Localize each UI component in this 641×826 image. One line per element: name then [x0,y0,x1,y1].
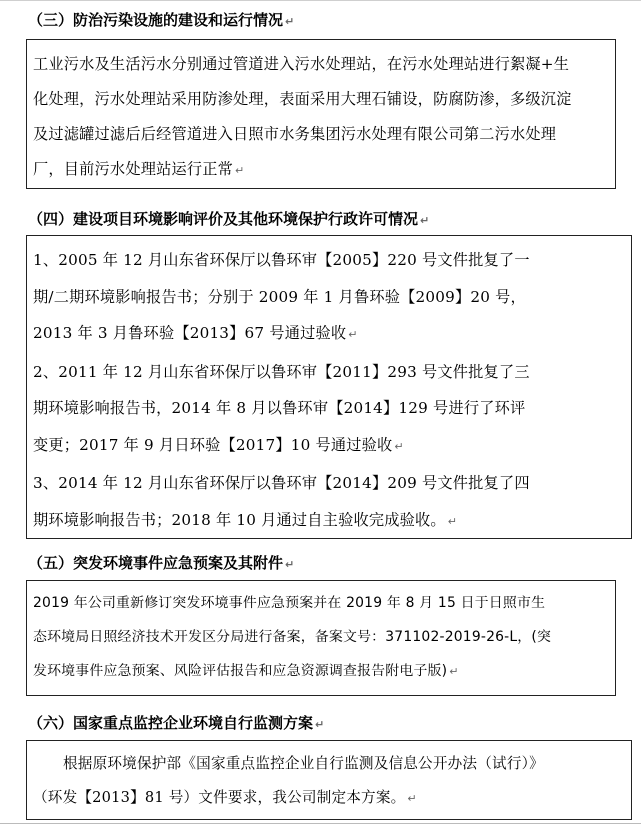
section-5-paragraph [33,586,611,689]
bottom-rule [0,823,641,824]
section-4-line-4: 2、2011 年 12 月山东省环保厅以鲁环审【2011】293 号文件批复了三 [33,362,530,381]
paragraph-mark-icon: ↵ [394,439,404,453]
section-6-paragraph [33,747,627,816]
section-6-heading [28,713,324,735]
section-4-line-3 [33,315,627,354]
section-4-line-8 [33,502,627,541]
paragraph-mark-icon: ↵ [285,558,295,571]
paragraph-mark-icon: ↵ [407,792,417,805]
section-4-line-6-text: 变更；2017 年 9 月日环验【2017】10 号通过验收 [33,435,393,454]
section-3-paragraph [33,47,611,188]
section-6-heading-text: （六）国家重点监控企业环境自行监测方案 [28,714,314,732]
section-3-line-1: 工业污水及生活污水分别通过管道进入污水处理站，在污水处理站进行絮凝+生 [33,55,570,73]
section-4-heading [28,209,429,231]
section-4-line-7: 3、2014 年 12 月山东省环保厅以鲁环审【2014】209 号文件批复了四 [33,474,530,492]
paragraph-mark-icon: ↵ [315,718,325,731]
paragraph-mark-icon: ↵ [420,214,430,227]
section-6-line-1: 根据原环境保护部《国家重点监控企业自行监测及信息公开办法（试行）》 [63,755,544,772]
top-rule [0,0,641,1]
paragraph-mark-icon: ↵ [449,665,459,678]
section-4-line-2: 期/二期环境影响报告书；分别于 2009 年 1 月鲁环验【2009】20 号， [33,287,526,306]
paragraph-mark-icon: ↵ [285,15,295,28]
paragraph-mark-icon: ↵ [235,164,245,177]
section-3-line-4 [33,152,611,188]
section-3-box [26,39,616,189]
section-5-line-3-text: 发环境事件应急预案、风险评估报告和应急资源调查报告附电子版) [33,663,448,679]
section-4-paragraph [33,242,627,540]
section-5-line-3 [33,654,611,689]
section-4-line-6 [33,427,627,466]
section-3-heading-text: （三）防治污染设施的建设和运行情况 [28,11,284,29]
section-4-line-8-text: 期环境影响报告书；2018 年 10 月通过自主验收完成验收。 [33,510,446,529]
section-3-line-3: 及过滤罐过滤后后经管道进入日照市水务集团污水处理有限公司第二污水处理 [33,125,557,143]
section-4-line-5: 期环境影响报告书，2014 年 8 月以鲁环审【2014】129 号进行了环评 [33,399,526,417]
section-4-box [26,235,632,539]
section-6-line-2 [33,781,627,816]
section-6-line-2-text: （环发【2013】81 号）文件要求，我公司制定本方案。 [33,789,406,806]
section-3-heading [28,10,294,32]
paragraph-mark-icon: ↵ [447,514,458,528]
section-5-line-2: 态环境局日照经济技术开发区分局进行备案，备案文号：371102-2019-26-L，(突 [33,629,552,645]
section-5-heading [28,553,294,575]
section-6-box [26,740,632,820]
section-4-heading-text: （四）建设项目环境影响评价及其他环境保护行政许可情况 [28,210,419,228]
section-3-line-4-text: 厂，目前污水处理站运行正常 [33,160,234,178]
section-3-line-2: 化处理，污水处理站采用防渗处理，表面采用大理石铺设，防腐防渗，多级沉淀 [33,90,572,108]
section-5-line-1: 2019 年公司重新修订突发环境事件应急预案并在 2019 年 8 月 15 日于日照市生 [33,595,546,611]
section-4-line-1: 1、2005 年 12 月山东省环保厅以鲁环审【2005】220 号文件批复了一 [33,251,530,269]
section-5-heading-text: （五）突发环境事件应急预案及其附件 [28,554,284,572]
section-5-box [26,580,616,696]
section-4-line-3-text: 2013 年 3 月鲁环验【2013】67 号通过验收 [33,324,347,342]
paragraph-mark-icon: ↵ [348,328,358,341]
